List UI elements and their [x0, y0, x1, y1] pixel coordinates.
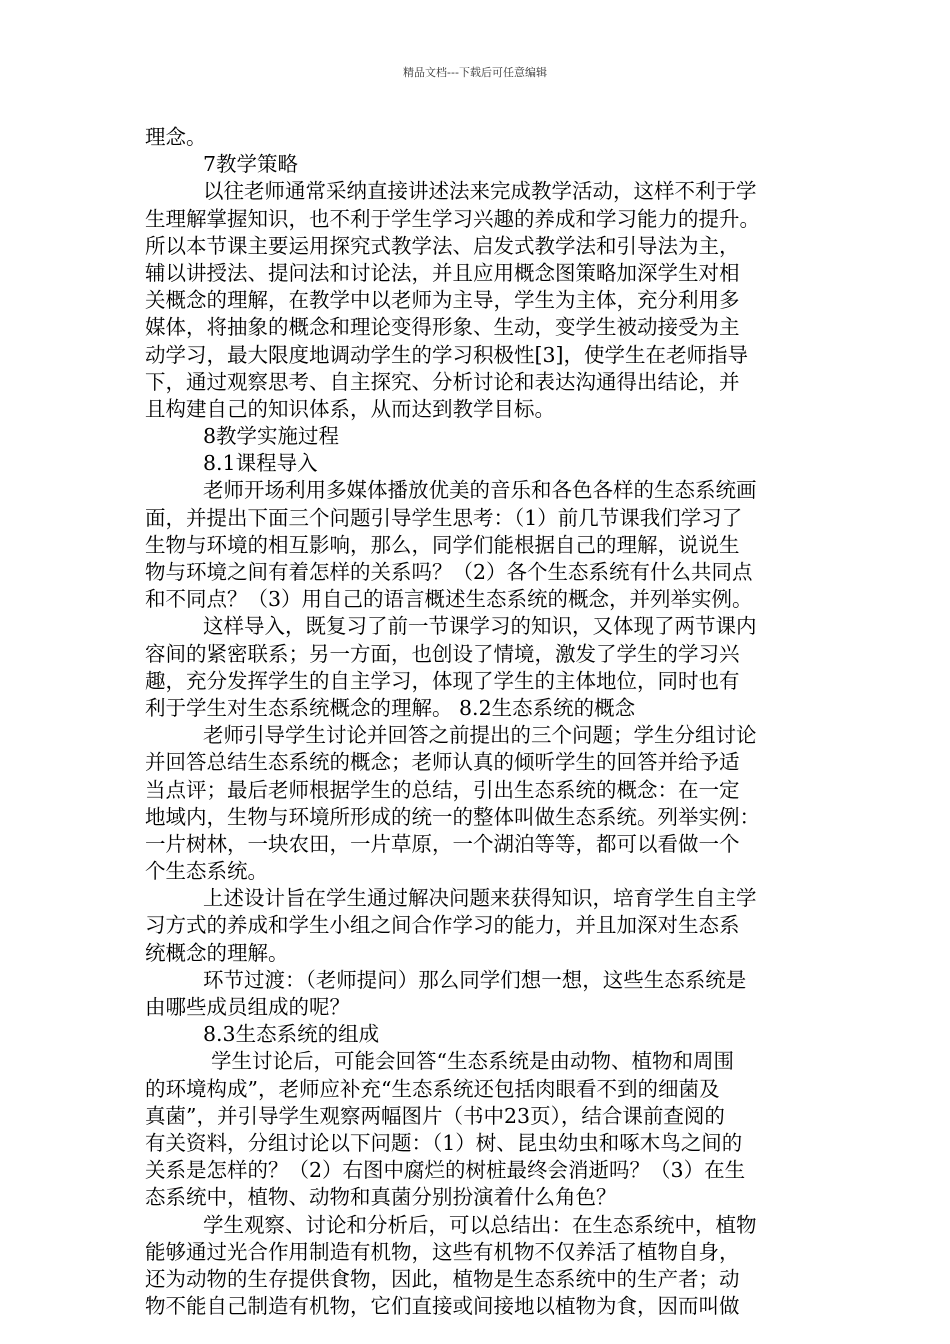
section-heading-8: 8教学实施过程: [203, 424, 340, 449]
text-line: 利于学生对生态系统概念的理解。 8.2生态系统的概念: [145, 695, 636, 720]
text-line: 地域内，生物与环境所形成的统一的整体叫做生态系统。列举实例：: [145, 804, 760, 829]
text-line: 真菌”，并引导学生观察两幅图片（书中23页），结合课前查阅的: [145, 1103, 725, 1128]
text-line: 由哪些成员组成的呢？: [145, 995, 350, 1019]
text-line: 容间的紧密联系；另一方面，也创设了情境，激发了学生的学习兴: [145, 641, 740, 666]
text-line: 关概念的理解，在教学中以老师为主导，学生为主体，充分利用多: [145, 288, 740, 313]
text-line: 动学习，最大限度地调动学生的学习积极性[3]，使学生在老师指导: [145, 342, 749, 367]
text-line: 面，并提出下面三个问题引导学生思考：（1）前几节课我们学习了: [145, 505, 743, 530]
text-line: 态系统中，植物、动物和真菌分别扮演着什么角色？: [145, 1185, 617, 1210]
text-line: 当点评；最后老师根据学生的总结，引出生态系统的概念：在一定: [145, 777, 740, 802]
text-line: 且构建自己的知识体系，从而达到教学目标。: [145, 396, 555, 421]
text-line: 的环境构成”，老师应补充“生态系统还包括肉眼看不到的细菌及: [145, 1076, 720, 1101]
text-line: 有关资料，分组讨论以下问题：（1）树、昆虫幼虫和啄木鸟之间的: [145, 1130, 743, 1155]
text-line: 趣，充分发挥学生的自主学习，体现了学生的主体地位，同时也有: [145, 668, 740, 693]
page-header: 精品文档---下载后可任意编辑: [403, 66, 547, 79]
paragraph-start: 老师引导学生讨论并回答之前提出的三个问题；学生分组讨论: [203, 723, 757, 748]
text-line: 媒体，将抽象的概念和理论变得形象、生动，变学生被动接受为主: [145, 315, 740, 340]
section-heading-8-1: 8.1课程导入: [203, 451, 318, 476]
text-line: 生理解掌握知识，也不利于学生学习兴趣的养成和学习能力的提升。: [145, 206, 760, 231]
text-line: 习方式的养成和学生小组之间合作学习的能力，并且加深对生态系: [145, 913, 740, 938]
section-heading-8-3: 8.3生态系统的组成: [203, 1022, 380, 1047]
text-line: 一片树林，一块农田，一片草原，一个湖泊等等，都可以看做一个: [145, 831, 740, 856]
paragraph-start: 学生观察、讨论和分析后，可以总结出：在生态系统中，植物: [203, 1212, 757, 1237]
paragraph-start: 环节过渡：（老师提问）那么同学们想一想，这些生态系统是: [203, 967, 747, 992]
text-line: 物与环境之间有着怎样的关系吗？（2）各个生态系统有什么共同点: [145, 560, 753, 584]
text-line: 下，通过观察思考、自主探究、分析讨论和表达沟通得出结论，并: [145, 369, 740, 394]
section-heading-7: 7教学策略: [203, 152, 299, 177]
text-line: 所以本节课主要运用探究式教学法、启发式教学法和引导法为主，: [145, 233, 740, 258]
text-line: 关系是怎样的？（2）右图中腐烂的树桩最终会消逝吗？（3）在生: [145, 1158, 746, 1183]
text-line: 生物与环境的相互影响，那么，同学们能根据自己的理解，说说生: [145, 532, 740, 557]
text-line: 物不能自己制造有机物，它们直接或间接地以植物为食，因而叫做: [145, 1294, 740, 1319]
text-line: 能够通过光合作用制造有机物，这些有机物不仅养活了植物自身，: [145, 1239, 740, 1264]
document-body: [145, 124, 821, 1320]
paragraph-start: 上述设计旨在学生通过解决问题来获得知识，培育学生自主学: [203, 886, 757, 911]
paragraph-start: 老师开场利用多媒体播放优美的音乐和各色各样的生态系统画: [203, 478, 757, 503]
text-line: 理念。: [145, 125, 207, 149]
text-line: 辅以讲授法、提问法和讨论法，并且应用概念图策略加深学生对相: [145, 260, 740, 285]
text-line: 个生态系统。: [145, 859, 268, 884]
text-line: 并回答总结生态系统的概念；老师认真的倾听学生的回答并给予适: [145, 750, 740, 775]
text-line: 统概念的理解。: [145, 940, 289, 965]
text-line: 和不同点？（3）用自己的语言概述生态系统的概念，并列举实例。: [145, 587, 753, 612]
paragraph-start: 这样导入，既复习了前一节课学习的知识，又体现了两节课内: [203, 614, 757, 639]
paragraph-start: 以往老师通常采纳直接讲述法来完成教学活动，这样不利于学: [203, 179, 757, 204]
text-line: 还为动物的生存提供食物，因此，植物是生态系统中的生产者；动: [145, 1266, 740, 1291]
paragraph-start: 学生讨论后，可能会回答“生态系统是由动物、植物和周围: [211, 1049, 734, 1074]
